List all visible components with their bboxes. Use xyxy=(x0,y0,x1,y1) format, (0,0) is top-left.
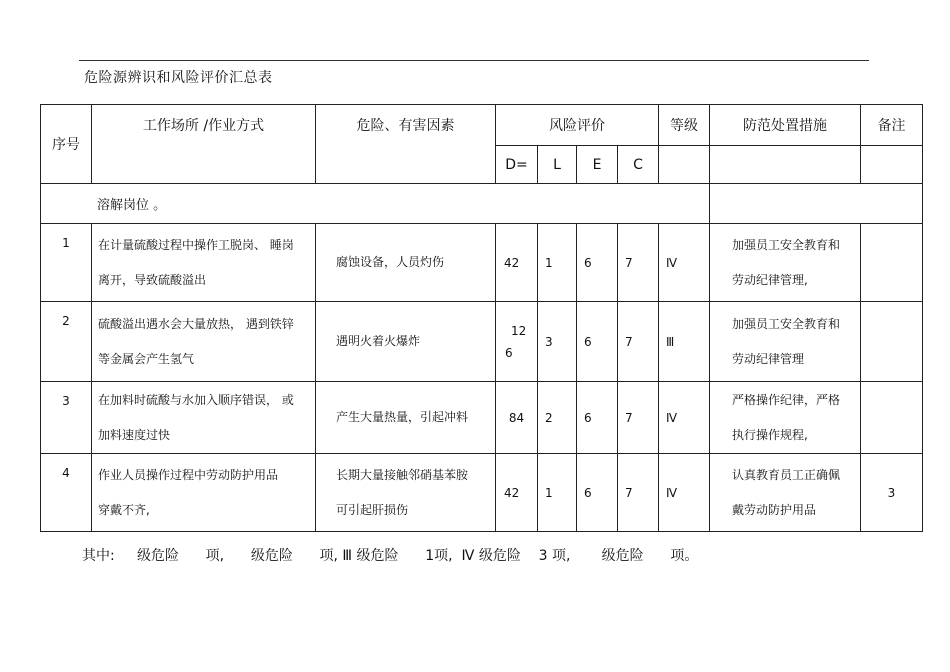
risk-table xyxy=(40,104,923,532)
row-c: 7 xyxy=(618,224,659,302)
row-l: 1 xyxy=(538,224,577,302)
row-d: 42 xyxy=(496,224,538,302)
row-hazard-line: 可引起肝损伤 xyxy=(336,502,409,517)
table-row xyxy=(41,224,923,302)
row-workplace xyxy=(92,302,316,382)
top-rule xyxy=(79,60,869,61)
header-remarks-blank xyxy=(861,146,923,184)
row-hazard-line: 腐蚀设备，人员灼伤 xyxy=(336,255,445,269)
row-measures-line: 劳动纪律管理, xyxy=(732,272,808,287)
row-measures xyxy=(710,224,861,302)
row-grade: Ⅲ xyxy=(659,302,710,382)
row-measures-line: 戴劳动防护用品 xyxy=(732,502,817,517)
row-hazard xyxy=(316,302,496,382)
table-row xyxy=(41,454,923,532)
row-e: 6 xyxy=(577,382,618,454)
row-seq: 1 xyxy=(41,224,92,302)
row-measures xyxy=(710,454,861,532)
row-workplace xyxy=(92,224,316,302)
section-label: 溶解岗位 。 xyxy=(41,184,710,224)
header-c: C xyxy=(618,146,659,184)
row-hazard xyxy=(316,454,496,532)
row-seq: 2 xyxy=(41,302,92,382)
header-grade: 等级 xyxy=(659,105,710,146)
row-l: 1 xyxy=(538,454,577,532)
row-seq: 4 xyxy=(41,454,92,532)
row-measures xyxy=(710,302,861,382)
row-workplace-line: 在计量硫酸过程中操作工脱岗、 睡岗 xyxy=(98,237,294,252)
row-workplace-line: 在加料时硫酸与水加入顺序错误， 或 xyxy=(98,392,294,407)
header-seq: 序号 xyxy=(41,105,92,184)
row-seq: 3 xyxy=(41,382,92,454)
table-row xyxy=(41,302,923,382)
row-workplace-line: 等金属会产生氢气 xyxy=(98,351,195,366)
row-d-line: 6 xyxy=(505,345,513,360)
section-row xyxy=(41,184,923,224)
header-hazard: 危险、有害因素 xyxy=(316,105,496,184)
header-e: E xyxy=(577,146,618,184)
row-e: 6 xyxy=(577,302,618,382)
row-d xyxy=(496,302,538,382)
row-workplace-line: 离开，导致硫酸溢出 xyxy=(98,272,207,287)
row-workplace-line: 作业人员操作过程中劳动防护用品 xyxy=(98,467,279,482)
row-d: 42 xyxy=(496,454,538,532)
row-hazard-line: 长期大量接触邻硝基苯胺 xyxy=(336,467,469,482)
row-workplace-line: 硫酸溢出遇水会大量放热， 遇到铁锌 xyxy=(98,316,294,331)
header-remarks: 备注 xyxy=(861,105,923,146)
header-measures-blank xyxy=(710,146,861,184)
row-grade: Ⅳ xyxy=(659,224,710,302)
row-hazard-line: 遇明火着火爆炸 xyxy=(336,334,421,348)
row-remarks xyxy=(861,302,923,382)
row-remarks xyxy=(861,224,923,302)
row-measures-line: 认真教育员工正确佩 xyxy=(732,467,841,482)
row-hazard xyxy=(316,224,496,302)
row-l: 3 xyxy=(538,302,577,382)
row-workplace xyxy=(92,382,316,454)
row-remarks: 3 xyxy=(861,454,923,532)
row-remarks xyxy=(861,382,923,454)
row-hazard-line: 产生大量热量，引起冲料 xyxy=(336,410,469,424)
row-e: 6 xyxy=(577,454,618,532)
summary-footer: 其中: 级危险 项, 级危险 项, Ⅲ 级危险 1项, Ⅳ 级危险 3 项, 级危险 项。 xyxy=(82,548,699,564)
row-l: 2 xyxy=(538,382,577,454)
row-measures-line: 执行操作规程, xyxy=(732,427,808,442)
row-d: 84 xyxy=(496,382,538,454)
header-measures: 防范处置措施 xyxy=(710,105,861,146)
row-hazard xyxy=(316,382,496,454)
row-c: 7 xyxy=(618,302,659,382)
row-measures-line: 加强员工安全教育和 xyxy=(732,237,841,252)
row-measures-line: 加强员工安全教育和 xyxy=(732,316,841,331)
row-workplace xyxy=(92,454,316,532)
row-measures xyxy=(710,382,861,454)
header-workplace: 工作场所 /作业方式 xyxy=(92,105,316,184)
table-row xyxy=(41,382,923,454)
row-workplace-line: 加料速度过快 xyxy=(98,427,171,442)
row-c: 7 xyxy=(618,454,659,532)
row-c: 7 xyxy=(618,382,659,454)
header-l: L xyxy=(538,146,577,184)
section-blank xyxy=(710,184,923,224)
row-grade: Ⅳ xyxy=(659,454,710,532)
row-measures-line: 严格操作纪律，严格 xyxy=(732,392,841,407)
header-grade-blank xyxy=(659,146,710,184)
header-row xyxy=(41,105,923,146)
document-title: 危险源辨识和风险评价汇总表 xyxy=(84,70,273,86)
row-measures-line: 劳动纪律管理 xyxy=(732,351,805,366)
header-risk-eval: 风险评价 xyxy=(496,105,659,146)
row-e: 6 xyxy=(577,224,618,302)
header-d: D= xyxy=(496,146,538,184)
row-workplace-line: 穿戴不齐, xyxy=(98,502,150,517)
row-grade: Ⅳ xyxy=(659,382,710,454)
row-d-line: 12 xyxy=(511,323,527,338)
